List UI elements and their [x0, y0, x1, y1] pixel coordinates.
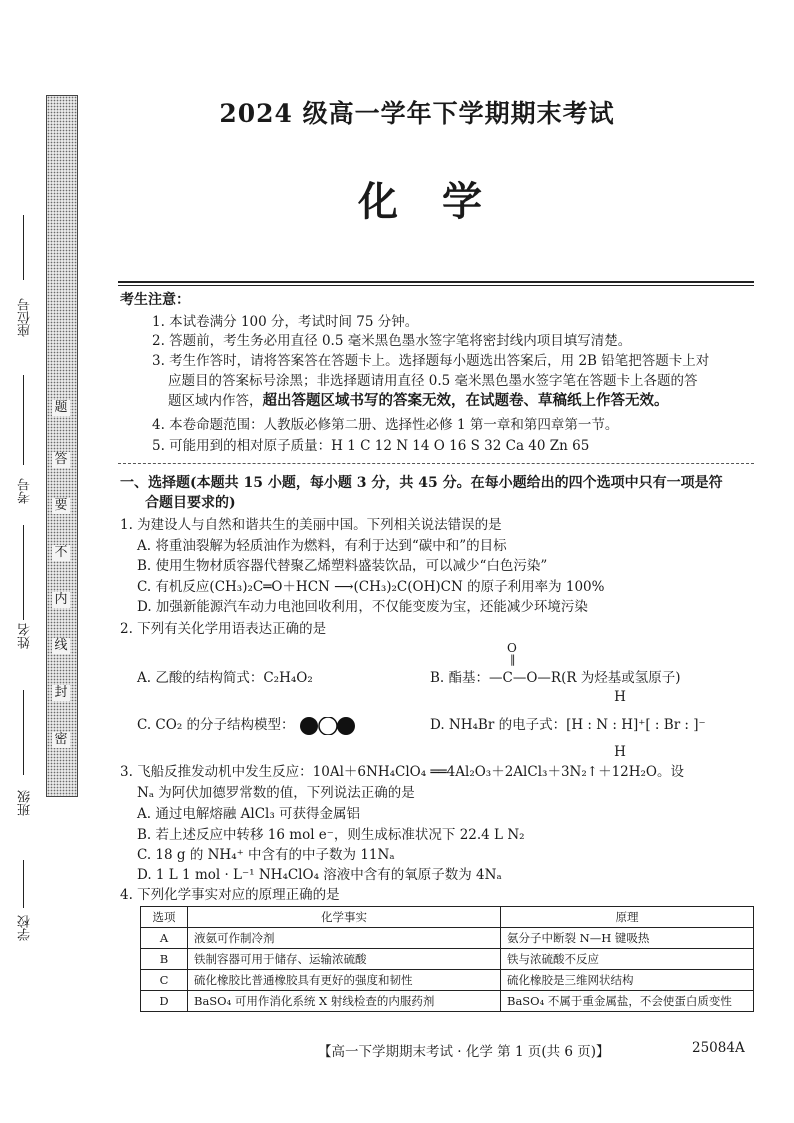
table-row: [141, 949, 754, 970]
section-heading-cont: 合题目要求的): [145, 495, 236, 511]
table-cell: BaSO₄ 不属于重金属盐，不会使蛋白质变性: [501, 991, 754, 1012]
seal-char: 密: [52, 732, 70, 748]
question-1-option-d: D. 加强新能源汽车动力电池回收利用，不仅能变废为宝，还能减少环境污染: [137, 599, 588, 615]
question-3-stem: 3. 飞船反推发动机中发生反应：10Al＋6NH₄ClO₄ ══4Al₂O₃＋2AlCl₃＋3N₂↑＋12H₂O。设: [120, 764, 684, 780]
class-label: 班级: [18, 790, 33, 816]
exam-title: 2024 级高一学年下学期期末考试: [219, 99, 615, 128]
table-row: [141, 928, 754, 949]
question-2-stem: 2. 下列有关化学用语表达正确的是: [120, 621, 327, 637]
question-3-option-b: B. 若上述反应中转移 16 mol e⁻，则生成标准状况下 22.4 L N₂: [137, 827, 525, 843]
table-cell: 铁与浓硫酸不反应: [501, 949, 754, 970]
notice-item: 3. 考生作答时，请将答案答在答题卡上。选择题每小题选出答案后，用 2B 铅笔把答题卡上对: [152, 353, 710, 369]
question-3-stem-cont: Nₐ 为阿伏加德罗常数的值，下列说法正确的是: [137, 785, 415, 801]
header-rule: [118, 281, 754, 283]
notice-item: 题区域内作答，超出答题区域书写的答案无效，在试题卷、草稿纸上作答无效。: [168, 392, 669, 409]
section-heading: 一、选择题(本题共 15 小题，每小题 3 分，共 45 分。在每小题给出的四个选项中只有一项是符: [120, 475, 723, 491]
page-footer: 【高一下学期期末考试 · 化学 第 1 页(共 6 页)】: [318, 1044, 610, 1060]
question-1-option-a: A. 将重油裂解为轻质油作为燃料，有利于达到“碳中和”的目标: [137, 538, 507, 554]
table-header: 化学事实: [188, 907, 501, 928]
seal-char: 封: [52, 685, 70, 701]
class-blank[interactable]: [23, 690, 24, 775]
notice-item: 4. 本卷命题范围：人教版必修第二册、选择性必修 1 第一章和第四章第一节。: [152, 417, 619, 433]
question-1-option-c: C. 有机反应(CH₃)₂C═O＋HCN ⟶(CH₃)₂C(OH)CN 的原子利用率为 100%: [137, 579, 605, 595]
question-3-option-d: D. 1 L 1 mol · L⁻¹ NH₄ClO₄ 溶液中含有的氧原子数为 4Nₐ: [137, 867, 502, 883]
table-header: 选项: [141, 907, 188, 928]
table-row: [141, 991, 754, 1012]
table-cell: C: [141, 970, 188, 991]
seal-char: 不: [52, 545, 70, 561]
exam-no-blank[interactable]: [23, 375, 24, 465]
table-cell: 液氨可作制冷剂: [188, 928, 501, 949]
table-cell: 硫化橡胶比普通橡胶具有更好的强度和韧性: [188, 970, 501, 991]
co2-model-icon: [299, 717, 357, 735]
table-header: 原理: [501, 907, 754, 928]
seal-char: 要: [52, 498, 70, 514]
question-3-option-c: C. 18 g 的 NH₄⁺ 中含有的中子数为 11Nₐ: [137, 847, 395, 863]
question-3-option-a: A. 通过电解熔融 AlCl₃ 可获得金属铝: [137, 806, 361, 822]
seal-char: 题: [52, 400, 70, 416]
question-2-option-c: C. CO₂ 的分子结构模型：: [137, 716, 357, 735]
notice-item: 5. 可能用到的相对原子质量：H 1 C 12 N 14 O 16 S 32 Ca 40 Zn 65: [152, 438, 590, 454]
carbonyl-oxygen: O: [507, 641, 517, 655]
table-row: [141, 970, 754, 991]
question-2-option-d: D. NH₄Br 的电子式： H H [H : N : H]⁺[ : Br : ]⁻: [430, 689, 706, 760]
question-1-stem: 1. 为建设人与自然和谐共生的美丽中国。下列相关说法错误的是: [120, 517, 502, 533]
question-2-option-b: B. 酯基： O ‖ —C—O—R(R 为烃基或氢原子): [430, 641, 681, 686]
table-cell: 铁制容器可用于储存、运输浓硫酸: [188, 949, 501, 970]
school-label: 学校: [18, 915, 33, 941]
question-2-option-a: A. 乙酸的结构简式：C₂H₄O₂: [137, 670, 313, 686]
table-cell: B: [141, 949, 188, 970]
notice-divider: [118, 463, 754, 464]
notice-item: 2. 答题前，考生务必用直径 0.5 毫米黑色墨水签字笔将密封线内项目填写清楚。: [152, 333, 632, 349]
seal-char: 内: [52, 592, 70, 608]
ammonium-h-top: H: [614, 689, 626, 705]
table-cell: 氨分子中断裂 N—H 键吸热: [501, 928, 754, 949]
subject-title: 化学: [358, 178, 526, 225]
exam-no-label: 考号: [18, 478, 33, 504]
notice-item: 1. 本试卷满分 100 分，考试时间 75 分钟。: [152, 314, 419, 330]
seal-char: 线: [52, 638, 70, 654]
paper-code: 25084A: [692, 1040, 745, 1056]
notice-heading: 考生注意：: [120, 292, 190, 308]
notice-item: 应题目的答案标号涂黑；非选择题请用直径 0.5 毫米黑色墨水签字笔在答题卡上各题的答: [168, 373, 698, 389]
table-cell: BaSO₄ 可用作消化系统 X 射线检查的内服药剂: [188, 991, 501, 1012]
name-blank[interactable]: [23, 525, 24, 620]
question-4-stem: 4. 下列化学事实对应的原理正确的是: [120, 887, 340, 903]
table-header-row: [141, 907, 754, 928]
table-cell: 硫化橡胶是三维网状结构: [501, 970, 754, 991]
name-label: 姓名: [18, 623, 33, 649]
seat-label: 座位号: [18, 298, 33, 337]
question-1-option-b: B. 使用生物材质容器代替聚乙烯塑料盛装饮品，可以减少“白色污染”: [137, 558, 548, 574]
ammonium-h-bottom: H: [614, 744, 626, 760]
table-cell: A: [141, 928, 188, 949]
question-4-table: [140, 906, 754, 1012]
header-rule-thin: [118, 285, 754, 286]
school-blank[interactable]: [23, 860, 24, 908]
table-cell: D: [141, 991, 188, 1012]
seal-char: 答: [52, 452, 70, 468]
